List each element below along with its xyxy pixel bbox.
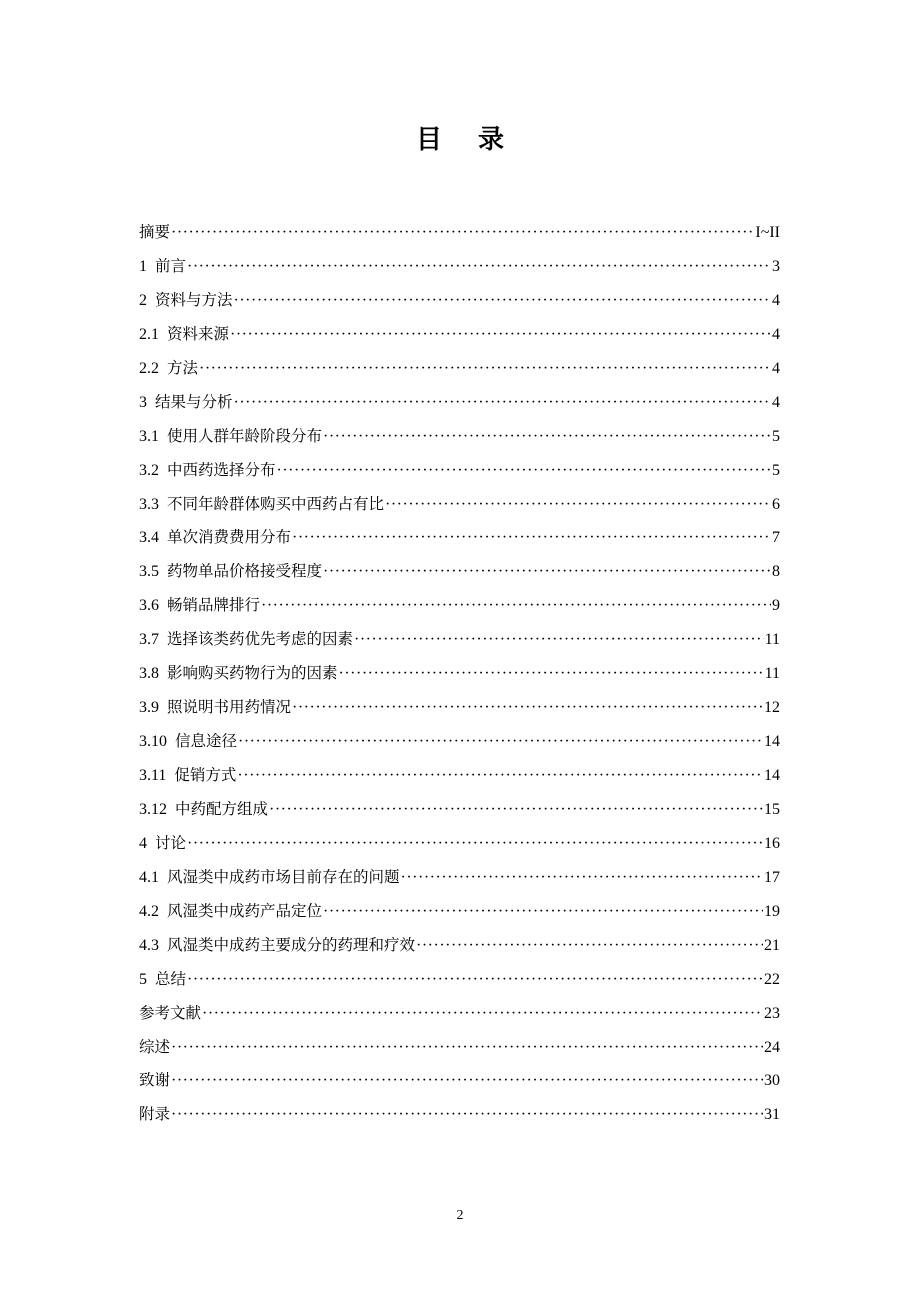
toc-entry-page: 17 — [764, 868, 780, 886]
toc-entry-number: 4.1 — [139, 868, 159, 886]
toc-entry-number: 4.3 — [139, 936, 159, 954]
toc-entry-title: 前言 — [155, 256, 187, 275]
toc-entry-page: 15 — [764, 800, 780, 818]
toc-entry[interactable] — [139, 997, 780, 1031]
toc-entry[interactable] — [139, 250, 780, 284]
toc-entry-title: 选择该类药优先考虑的因素 — [167, 630, 354, 649]
toc-entry-title: 参考文献 — [139, 1003, 202, 1022]
toc-leader-dots — [238, 725, 763, 759]
toc-entry-number: 4 — [139, 834, 147, 852]
toc-entry-page: 7 — [772, 529, 780, 547]
toc-entry-page: 4 — [772, 325, 780, 343]
toc-entry-title: 风湿类中成药市场目前存在的问题 — [167, 867, 400, 886]
toc-leader-dots — [323, 895, 763, 929]
toc-entry-number: 1 — [139, 257, 147, 275]
toc-entry-page: 8 — [772, 563, 780, 581]
toc-entry[interactable] — [139, 589, 780, 623]
toc-entry-title: 单次消费费用分布 — [167, 528, 292, 547]
toc-leader-dots — [187, 827, 763, 861]
toc-entry[interactable] — [139, 454, 780, 488]
toc-entry[interactable] — [139, 623, 780, 657]
toc-entry-number: 3.2 — [139, 461, 159, 479]
toc-entry-number: 3.10 — [139, 733, 167, 751]
toc-entry-page: 16 — [764, 834, 780, 852]
toc-leader-dots — [171, 1064, 763, 1098]
toc-entry-page: 6 — [772, 495, 780, 513]
toc-leader-dots — [199, 352, 771, 386]
toc-entry-title: 致谢 — [139, 1071, 171, 1090]
toc-entry[interactable] — [139, 386, 780, 420]
toc-entry-page: 14 — [764, 733, 780, 751]
toc-entry-title: 影响购买药物行为的因素 — [167, 664, 338, 683]
toc-entry-page: 30 — [764, 1072, 780, 1090]
toc-entry-page: 11 — [764, 631, 780, 649]
toc-entry-title: 促销方式 — [174, 766, 237, 784]
toc-entry-page: 4 — [772, 393, 780, 411]
toc-entry-title: 讨论 — [155, 833, 187, 852]
toc-leader-dots — [292, 521, 771, 555]
toc-leader-dots — [234, 284, 771, 318]
toc-entry-title: 中药配方组成 — [175, 799, 269, 818]
toc-entry-number: 2.2 — [139, 359, 159, 377]
toc-leader-dots — [323, 420, 771, 454]
toc-entry-page: 9 — [772, 597, 780, 615]
toc-entry[interactable] — [139, 793, 780, 827]
toc-leader-dots — [171, 1098, 763, 1132]
toc-entry-title: 方法 — [167, 358, 199, 377]
toc-leader-dots — [292, 691, 763, 725]
toc-entry[interactable] — [139, 657, 780, 691]
toc-entry-page: 23 — [764, 1004, 780, 1022]
toc-leader-dots — [237, 759, 763, 793]
toc-entry-title: 风湿类中成药主要成分的药理和疗效 — [167, 935, 416, 954]
toc-entry-number: 3.9 — [139, 699, 159, 717]
toc-leader-dots — [171, 1031, 763, 1065]
toc-entry-title: 信息途径 — [175, 732, 238, 751]
toc-leader-dots — [416, 929, 763, 963]
toc-entry-title: 风湿类中成药产品定位 — [167, 901, 323, 920]
toc-entry-title: 中西药选择分布 — [167, 460, 276, 479]
table-of-contents — [139, 216, 780, 1132]
toc-entry-number: 3.4 — [139, 529, 159, 547]
toc-entry-page: 22 — [764, 970, 780, 988]
toc-leader-dots — [339, 657, 764, 691]
toc-entry-page: 21 — [764, 936, 780, 954]
toc-entry-number: 3.6 — [139, 597, 159, 615]
toc-leader-dots — [261, 589, 771, 623]
toc-entry-number: 4.2 — [139, 902, 159, 920]
toc-entry-number: 3.1 — [139, 427, 159, 445]
toc-entry-title: 摘要 — [139, 223, 171, 241]
toc-entry-title: 总结 — [155, 969, 187, 988]
toc-leader-dots — [401, 861, 763, 895]
toc-entry[interactable] — [139, 1064, 780, 1098]
toc-leader-dots — [323, 555, 771, 589]
toc-leader-dots — [234, 386, 771, 420]
toc-entry-title: 照说明书用药情况 — [167, 698, 292, 717]
toc-entry[interactable] — [139, 963, 780, 997]
toc-entry-title: 资料来源 — [167, 324, 230, 343]
toc-leader-dots — [277, 454, 771, 488]
toc-entry-page: 5 — [772, 427, 780, 445]
toc-entry-number: 3.5 — [139, 563, 159, 581]
toc-entry[interactable] — [139, 1031, 780, 1065]
toc-entry-page: 14 — [764, 767, 780, 784]
toc-leader-dots — [171, 216, 754, 250]
toc-entry[interactable] — [139, 284, 780, 318]
toc-leader-dots — [269, 793, 763, 827]
toc-entry-number: 3.3 — [139, 495, 159, 513]
toc-entry[interactable] — [139, 420, 780, 454]
toc-leader-dots — [187, 963, 763, 997]
toc-entry-page: 4 — [772, 291, 780, 309]
toc-entry[interactable] — [139, 555, 780, 589]
toc-leader-dots — [202, 997, 763, 1031]
toc-entry-page: 12 — [764, 699, 780, 717]
toc-entry[interactable] — [139, 725, 780, 759]
toc-entry[interactable] — [139, 861, 780, 895]
toc-entry[interactable] — [139, 1098, 780, 1132]
toc-entry-title: 畅销品牌排行 — [167, 596, 261, 615]
toc-entry-page: 31 — [764, 1106, 780, 1124]
toc-entry-number: 3 — [139, 393, 147, 411]
toc-entry-page: 5 — [772, 461, 780, 479]
toc-entry-number: 3.12 — [139, 800, 167, 818]
toc-entry-title: 附录 — [139, 1105, 171, 1124]
toc-entry-page: 3 — [772, 257, 780, 275]
toc-leader-dots — [230, 318, 771, 352]
toc-entry[interactable] — [139, 352, 780, 386]
toc-leader-dots — [187, 250, 771, 284]
toc-entry-number: 5 — [139, 970, 147, 988]
toc-entry[interactable] — [139, 521, 780, 555]
page-number: 2 — [456, 1208, 464, 1223]
toc-entry[interactable] — [139, 691, 780, 725]
toc-entry[interactable] — [139, 488, 780, 522]
toc-leader-dots — [354, 623, 764, 657]
toc-entry-title: 使用人群年龄阶段分布 — [167, 426, 323, 445]
page-title: 目录 — [415, 125, 540, 155]
toc-entry-number: 3.11 — [139, 767, 167, 784]
toc-leader-dots — [385, 488, 771, 522]
toc-entry-title: 结果与分析 — [155, 392, 233, 411]
toc-entry[interactable] — [139, 827, 780, 861]
toc-entry-page: I~II — [755, 224, 780, 241]
toc-entry-page: 24 — [764, 1038, 780, 1056]
toc-entry-title: 不同年龄群体购买中西药占有比 — [167, 494, 385, 513]
toc-entry-number: 2 — [139, 291, 147, 309]
toc-entry-title: 资料与方法 — [155, 290, 233, 309]
toc-entry-title: 综述 — [139, 1037, 171, 1056]
toc-entry-page: 11 — [764, 665, 780, 683]
toc-entry[interactable] — [139, 216, 780, 250]
toc-entry[interactable] — [139, 759, 780, 793]
toc-entry-number: 3.7 — [139, 631, 159, 649]
toc-entry-title: 药物单品价格接受程度 — [167, 562, 323, 581]
toc-entry[interactable] — [139, 318, 780, 352]
toc-entry-number: 2.1 — [139, 325, 159, 343]
toc-entry[interactable] — [139, 929, 780, 963]
toc-entry-number: 3.8 — [139, 665, 159, 683]
toc-entry-page: 4 — [772, 359, 780, 377]
toc-entry[interactable] — [139, 895, 780, 929]
toc-entry-page: 19 — [764, 902, 780, 920]
